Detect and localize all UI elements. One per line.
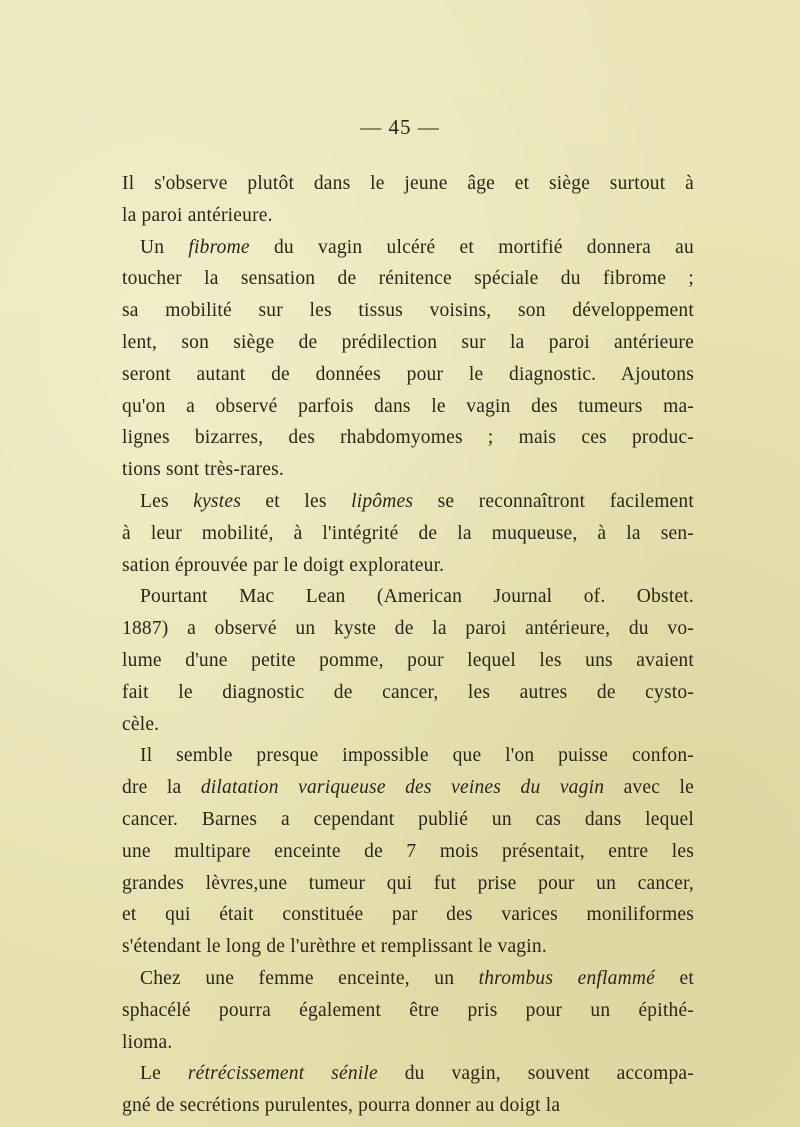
text-line: cèle. [122,713,160,735]
paragraph [122,168,694,232]
italic-term: kystes [193,490,241,512]
paragraph [122,581,694,740]
text-line: une multipare enceinte de 7 mois présentait, entre les [122,840,694,862]
body-text [122,168,694,1122]
text-line: Un fibrome du vagin ulcéré et mortifié donnera au [140,236,694,258]
paragraph [122,486,694,581]
text-line: Il semble presque impossible que l'on puisse confon- [140,745,694,767]
text-line: gné de secrétions purulentes, pourra donner au doigt la [122,1095,561,1117]
text-line: la paroi antérieure. [122,204,273,226]
text-line: lume d'une petite pomme, pour lequel les uns avaient [122,649,694,671]
text-line: Les kystes et les lipômes se reconnaîtront facilement [140,490,694,512]
text-line: Pourtant Mac Lean (American Journal of. Obstet. [140,586,694,608]
paragraph [122,963,694,1058]
paragraph [122,232,694,486]
text-line: Il s'observe plutôt dans le jeune âge et siège surtout à [122,173,694,194]
italic-term: thrombus enflammé [478,967,656,989]
italic-term: fibrome [188,236,250,258]
text-line: lent, son siège de prédilection sur la paroi antérieure [122,331,694,353]
paragraph [122,1058,694,1122]
text-line: s'étendant le long de l'urèthre et remplissant le vagin. [122,936,547,958]
text-line: Chez une femme enceinte, un thrombus enflammé et [140,967,694,989]
text-line: dre la dilatation variqueuse des veines du vagin avec le [122,777,695,799]
text-line: seront autant de données pour le diagnostic. Ajoutons [122,363,694,385]
text-line: sa mobilité sur les tissus voisins, son développement [122,300,694,322]
italic-term: rétrécissement sénile [187,1063,378,1085]
text-line: sphacélé pourra également être pris pour un épithé- [122,999,694,1021]
text-line: grandes lèvres,une tumeur qui fut prise pour un cancer, [122,872,694,894]
text-line: 1887) a observé un kyste de la paroi antérieure, du vo- [122,618,694,640]
text-line: sation éprouvée par le doigt explorateur. [122,554,445,576]
text-line: fait le diagnostic de cancer, les autres de cysto- [122,681,694,703]
italic-term: lipômes [351,490,414,512]
text-line: toucher la sensation de rénitence spéciale du fibrome ; [122,268,694,290]
italic-term: dilatation variqueuse des veines du vagin [200,777,605,799]
text-line: lioma. [122,1031,173,1053]
text-line: Le rétrécissement sénile du vagin, souvent accompa- [140,1063,694,1085]
text-line: lignes bizarres, des rhabdomyomes ; mais ces produc- [122,427,694,449]
text-line: à leur mobilité, à l'intégrité de la muqueuse, à la sen- [122,522,694,544]
page-number: — 45 — [360,115,440,139]
text-line: cancer. Barnes a cependant publié un cas dans lequel [122,808,694,830]
text-line: et qui était constituée par des varices moniliformes [122,904,694,926]
text-line: tions sont très-rares. [122,459,284,481]
text-line: qu'on a observé parfois dans le vagin des tumeurs ma- [122,395,694,417]
paragraph [122,740,694,963]
